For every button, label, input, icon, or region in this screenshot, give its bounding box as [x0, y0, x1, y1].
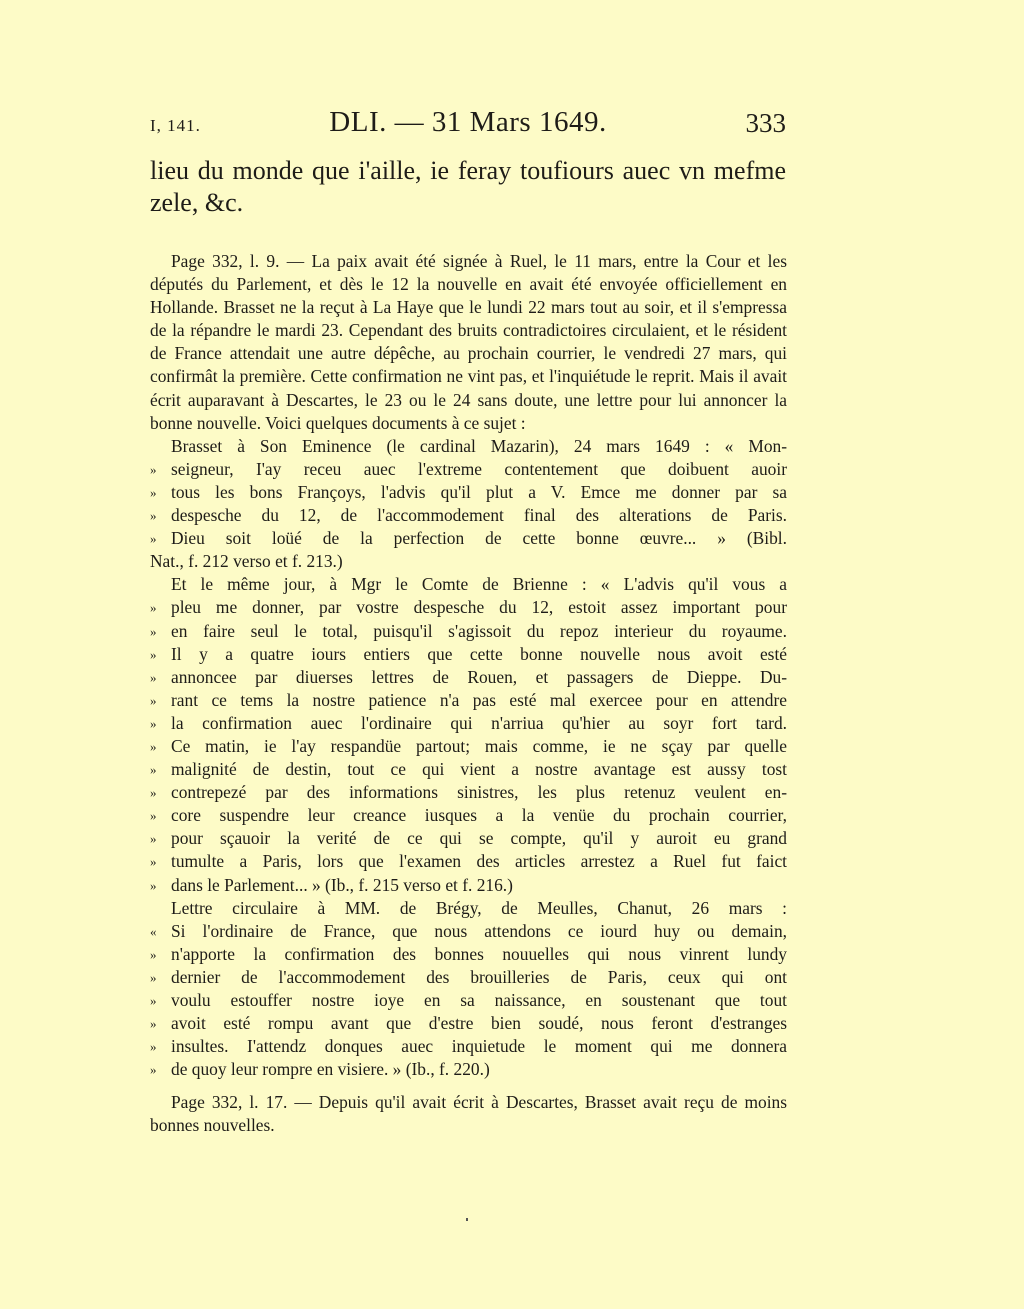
- ink-speck: [466, 1218, 468, 1221]
- quote-line: » tous les bons Françoys, l'advis qu'il plut a V. Emce me donner par sa: [150, 481, 787, 504]
- quote-line: » tumulte a Paris, lors que l'examen des articles arrestez a Ruel fut faict: [150, 850, 787, 873]
- circular-letter-quote: [150, 897, 787, 1082]
- quote-line: » dernier de l'accommodement des brouilleries de Paris, ceux qui ont: [150, 966, 787, 989]
- quote-to-mazarin: [150, 435, 787, 574]
- quote-line: Brasset à Son Eminence (le cardinal Mazarin), 24 mars 1649 : « Mon-: [171, 435, 787, 456]
- quote-line: » dans le Parlement... » (Ib., f. 215 verso et f. 216.): [150, 874, 787, 897]
- quote-line: » despesche du 12, de l'accommodement final des alterations de Paris.: [150, 504, 787, 527]
- quote-line: » avoit esté rompu avant que d'estre bien soudé, nous feront d'estranges: [150, 1012, 787, 1035]
- quote-line: » en faire seul le total, puisqu'il s'agissoit du repoz interieur du royaume.: [150, 620, 787, 643]
- quote-line: » insultes. I'attendz donques auec inquietude le moment qui me donnera: [150, 1035, 787, 1058]
- quote-line: » contrepezé par des informations sinistres, les plus retenuz veulent en-: [150, 781, 787, 804]
- quote-line: Nat., f. 212 verso et f. 213.): [150, 551, 343, 572]
- note-page-332-line-17: Page 332, l. 17. — Depuis qu'il avait écrit à Descartes, Brasset avait reçu de moins bonnes nouvelles.: [150, 1092, 787, 1136]
- quote-line: » n'apporte la confirmation des bonnes nouuelles qui nous vinrent lundy: [150, 943, 787, 966]
- quote-line: » Il y a quatre iours entiers que cette bonne nouvelle nous avoit esté: [150, 643, 787, 666]
- quote-line: Lettre circulaire à MM. de Brégy, de Meulles, Chanut, 26 mars :: [171, 897, 787, 918]
- letter-heading: DLI. — 31 Mars 1649.: [329, 106, 607, 138]
- running-header: [150, 106, 786, 146]
- quote-line: » malignité de destin, tout ce qui vient a nostre avantage est aussy tost: [150, 758, 787, 781]
- quote-line: Et le même jour, à Mgr le Comte de Brienne : « L'advis qu'il vous a: [171, 574, 787, 595]
- page-number: 333: [745, 108, 786, 138]
- letter-text-continuation: lieu du monde que i'aille, ie feray toufiours auec vn mefme zele, &c.: [150, 156, 786, 217]
- quote-line: » seigneur, I'ay receu auec l'extreme contentement que doibuent auoir: [150, 458, 787, 481]
- editorial-notes: [150, 250, 787, 1138]
- quote-line: « Si l'ordinaire de France, que nous attendons ce iourd huy ou demain,: [150, 920, 787, 943]
- quote-line: » annoncee par diuerses lettres de Rouen, et passagers de Dieppe. Du-: [150, 666, 787, 689]
- note-page-332-line-9: Page 332, l. 9. — La paix avait été signée à Ruel, le 11 mars, entre la Cour et les députés du Parlement, et dès le 12 la nouvelle en avait été envoyée officiellement en Hollande. Brasset ne la reçut à La Haye que le lundi 22 mars tout au soir, et il s'empressa de la répandre le mardi 23. Cependant des bruits contradictoires circulaient, et le résident de France attendait une autre dépêche, au prochain courrier, le vendredi 27 mars, qui confirmât la première. Cette confirmation ne vint pas, et l'inquiétude le reprit. Mais il avait écrit auparavant à Descartes, le 23 ou le 24 sans doute, une lettre pour lui annoncer la bonne nouvelle. Voici quelques documents à ce sujet :: [150, 251, 787, 433]
- quote-line: » Dieu soit loüé de la perfection de cette bonne œuvre... » (Bibl.: [150, 527, 787, 550]
- quote-line: » Ce matin, ie l'ay respandüe partout; mais comme, ie ne sçay par quelle: [150, 735, 787, 758]
- quote-line: » de quoy leur rompre en visiere. » (Ib., f. 220.): [150, 1058, 787, 1081]
- quote-line: » core suspendre leur creance iusques a la venüe du prochain courrier,: [150, 804, 787, 827]
- paragraph-gap: [150, 1081, 787, 1091]
- volume-reference: I, 141.: [150, 116, 201, 135]
- quote-line: » pour sçauoir la verité de ce qui se compte, qu'il y auroit eu grand: [150, 827, 787, 850]
- quote-to-brienne: [150, 573, 787, 896]
- quote-line: » voulu estouffer nostre ioye en sa naissance, en soustenant que tout: [150, 989, 787, 1012]
- quote-line: » rant ce tems la nostre patience n'a pas esté mal exercee pour en attendre: [150, 689, 787, 712]
- quote-line: » la confirmation auec l'ordinaire qui n'arriua qu'hier au soyr fort tard.: [150, 712, 787, 735]
- quote-line: » pleu me donner, par vostre despesche du 12, estoit assez important pour: [150, 596, 787, 619]
